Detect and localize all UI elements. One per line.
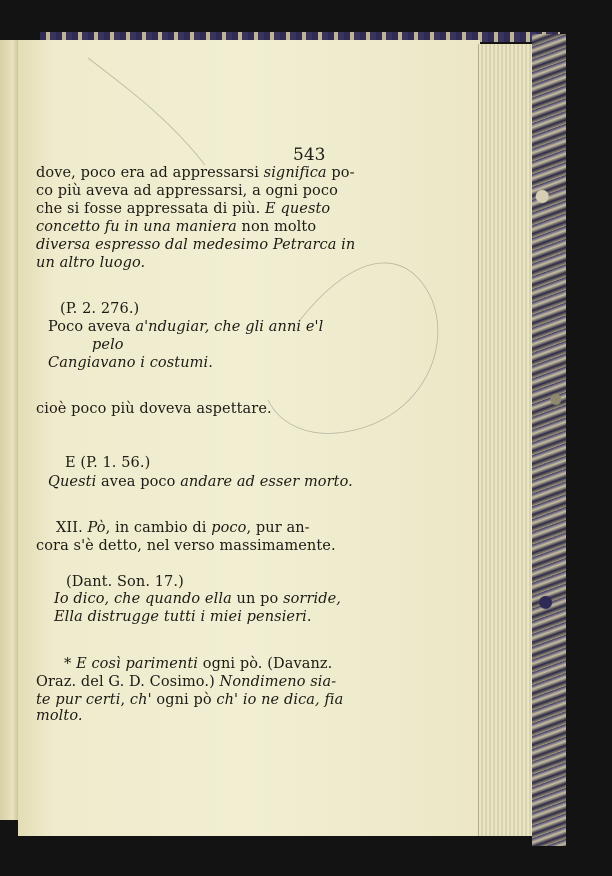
footnote-line bbox=[36, 674, 336, 690]
verse-line bbox=[48, 474, 353, 490]
book-page bbox=[18, 40, 480, 836]
roman-run: , in cambio di bbox=[105, 520, 212, 536]
roman-run: ogni pò bbox=[151, 692, 217, 708]
text-line bbox=[36, 219, 316, 235]
page-number: 543 bbox=[293, 145, 326, 165]
marbled-cover bbox=[532, 34, 566, 846]
italic-run: sorride, bbox=[283, 591, 342, 607]
roman-run: , bbox=[120, 692, 130, 708]
roman-run: dove, poco era ad appressarsi bbox=[36, 165, 264, 181]
italic-run: Ella distrugge tutti i miei pensieri. bbox=[54, 609, 312, 625]
verse-line bbox=[54, 609, 312, 625]
footnote-line bbox=[36, 692, 343, 708]
text-line bbox=[36, 183, 338, 199]
footnote-line bbox=[36, 708, 83, 724]
roman-run: avea poco bbox=[96, 474, 181, 490]
italic-run: te pur certi bbox=[36, 692, 121, 708]
roman-run: Poco aveva bbox=[48, 319, 136, 335]
citation bbox=[66, 574, 184, 590]
roman-run: XII. bbox=[56, 520, 88, 536]
italic-run: Cangiavano i costumi. bbox=[48, 355, 213, 371]
roman-run: non molto bbox=[236, 219, 317, 235]
roman-run: (P. 2. 276.) bbox=[60, 301, 140, 317]
roman-run: che si fosse appressata di più. bbox=[36, 201, 266, 217]
italic-run: un altro luogo. bbox=[36, 255, 146, 271]
italic-run: significa bbox=[263, 165, 327, 181]
roman-run: , pur an- bbox=[246, 520, 310, 536]
text-line bbox=[56, 520, 310, 536]
text-line bbox=[36, 255, 145, 271]
italic-run: Questi bbox=[48, 474, 97, 490]
italic-run: E questo bbox=[265, 201, 331, 217]
verse-line bbox=[48, 355, 213, 371]
text-line bbox=[36, 401, 272, 417]
text-line bbox=[36, 538, 336, 554]
roman-run: un po bbox=[231, 591, 284, 607]
verse-line bbox=[54, 591, 341, 607]
italic-run: a'ndugiar, che gli anni e'l bbox=[135, 319, 324, 335]
roman-run: Oraz. del G. D. Cosimo.) bbox=[36, 674, 220, 690]
footnote-line bbox=[64, 656, 332, 672]
roman-run: * bbox=[64, 656, 77, 672]
roman-run: cioè poco più doveva aspettare. bbox=[36, 401, 272, 417]
italic-run: andare ad esser morto. bbox=[180, 474, 353, 490]
italic-run: diversa espresso dal medesimo Petrarca in bbox=[36, 237, 356, 253]
verse-line bbox=[48, 319, 323, 335]
page-block-edges bbox=[478, 44, 533, 836]
roman-run: ogni pò. (Davanz. bbox=[198, 656, 333, 672]
italic-run: Io dico, che quando ella bbox=[54, 591, 232, 607]
roman-run: E (P. 1. 56.) bbox=[65, 455, 151, 471]
italic-run: Pò bbox=[87, 520, 106, 536]
italic-run: ch' bbox=[129, 692, 152, 708]
verse-line bbox=[92, 337, 124, 353]
italic-run: pelo bbox=[92, 337, 124, 353]
roman-run: po- bbox=[326, 165, 355, 181]
italic-run: Nondimeno sia- bbox=[219, 674, 337, 690]
italic-run: molto. bbox=[36, 708, 83, 724]
italic-run: ch' io ne dica, fia bbox=[216, 692, 344, 708]
roman-run: (Dant. Son. 17.) bbox=[66, 574, 184, 590]
text-line bbox=[36, 201, 330, 217]
roman-run: co più aveva ad appressarsi, a ogni poco bbox=[36, 183, 338, 199]
italic-run: E così parimenti bbox=[76, 656, 199, 672]
facing-page-edge bbox=[0, 40, 19, 820]
text-line bbox=[36, 165, 355, 181]
italic-run: poco bbox=[211, 520, 247, 536]
italic-run: concetto fu in una maniera bbox=[36, 219, 237, 235]
citation bbox=[60, 301, 139, 317]
citation bbox=[65, 455, 150, 471]
text-line bbox=[36, 237, 355, 253]
roman-run: cora s'è detto, nel verso massimamente. bbox=[36, 538, 336, 554]
